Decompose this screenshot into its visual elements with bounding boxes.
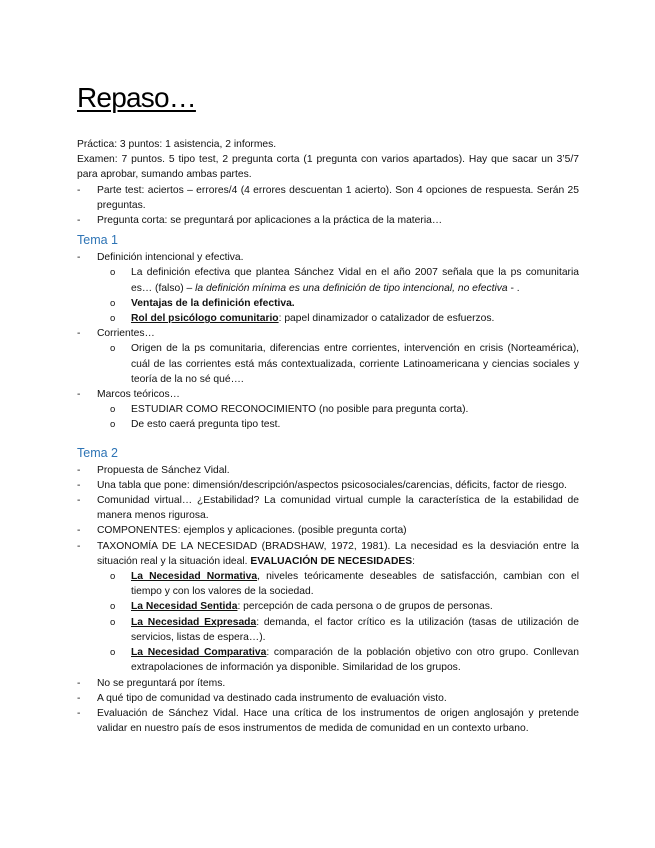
sub-text: La definición efectiva que plantea Sánchez Vidal en el año 2007 señala que la ps comunitaria es… (falso) – bbox=[131, 267, 579, 294]
need-name: La Necesidad Expresada bbox=[131, 616, 257, 628]
list-item: - Comunidad virtual… ¿Estabilidad? La comunidad virtual cumple la característica de la estabilidad de manera menos rigurosa. bbox=[77, 493, 579, 523]
needs-sublist bbox=[97, 569, 579, 675]
marcos-sublist bbox=[97, 402, 579, 432]
list-item: - A qué tipo de comunidad va destinado cada instrumento de evaluación visto. bbox=[77, 691, 579, 706]
list-item: - Pregunta corta: se preguntará por aplicaciones a la práctica de la materia… bbox=[77, 213, 579, 228]
page-title: Repaso… bbox=[77, 82, 196, 113]
document-body bbox=[77, 137, 579, 736]
need-desc: : demanda, el factor crítico es la utilización (tasas de utilización de servicios, listas de espera…). bbox=[131, 616, 579, 643]
need-name: La Necesidad Comparativa bbox=[131, 647, 267, 659]
list-item: - COMPONENTES: ejemplos y aplicaciones. (posible pregunta corta) bbox=[77, 523, 579, 538]
list-item bbox=[77, 539, 579, 676]
corrientes-sublist bbox=[97, 341, 579, 387]
sublist-item: o De esto caerá pregunta tipo test. bbox=[97, 417, 579, 432]
tema2-heading: Tema 2 bbox=[77, 445, 118, 460]
bold-underlined-text: Rol del psicólogo comunitario bbox=[131, 313, 279, 325]
list-item: - Propuesta de Sánchez Vidal. bbox=[77, 463, 579, 478]
examen-line: Examen: 7 puntos. 5 tipo test, 2 pregunta corta (1 pregunta con varios apartados). Hay que sacar un 3’5/7 para aprobar, sumando ambas partes. bbox=[77, 154, 579, 181]
sublist-item bbox=[97, 311, 579, 326]
italic-text: la definición mínima es una definición de tipo intencional, no efectiva bbox=[195, 282, 508, 294]
bold-text: EVALUACIÓN DE NECESIDADES bbox=[250, 555, 413, 567]
list-item: - Evaluación de Sánchez Vidal. Hace una crítica de los instrumentos de origen anglosajón y pretende validar en nuestro país de esos instrumentos de medida de comunidad en un contexto urbano. bbox=[77, 706, 579, 736]
sublist-item: o Origen de la ps comunitaria, diferencias entre corrientes, intervención en crisis (Norteamérica), cuál de las corrientes está más contextualizada, corriente Latinoamericana y ciencias sociales y teoría de la no sé qué…. bbox=[97, 341, 579, 387]
sublist-item: o ESTUDIAR COMO RECONOCIMIENTO (no posible para pregunta corta). bbox=[97, 402, 579, 417]
definition-sublist bbox=[97, 265, 579, 326]
intro-list bbox=[77, 183, 579, 229]
sub-tail: : bbox=[412, 555, 415, 567]
sublist-item bbox=[97, 615, 579, 645]
sublist-item bbox=[97, 296, 579, 311]
definition-label: Definición intencional y efectiva. bbox=[97, 252, 244, 264]
tema2-list bbox=[77, 463, 579, 737]
tema1-heading: Tema 1 bbox=[77, 233, 118, 248]
need-desc: , niveles teóricamente deseables de satisfacción, cambian con el tiempo y con los valores de la sociedad. bbox=[131, 571, 579, 598]
list-item bbox=[77, 326, 579, 387]
list-item: - No se preguntará por ítems. bbox=[77, 676, 579, 691]
taxonomy-text: TAXONOMÍA DE LA NECESIDAD (BRADSHAW, 1972, 1981). La necesidad es la desviación entre la situación real y la situación ideal. bbox=[97, 540, 579, 567]
list-item: - Parte test: aciertos – errores/4 (4 errores descuentan 1 acierto). Son 4 opciones de respuesta. Serán 25 preguntas. bbox=[77, 183, 579, 213]
need-desc: : percepción de cada persona o de grupos de personas. bbox=[237, 601, 493, 613]
sublist-item bbox=[97, 599, 579, 614]
corrientes-label: Corrientes… bbox=[97, 328, 155, 340]
marcos-label: Marcos teóricos… bbox=[97, 389, 180, 401]
sub-text: : papel dinamizador o catalizador de esfuerzos. bbox=[278, 313, 495, 325]
list-item bbox=[77, 387, 579, 433]
list-item: - Una tabla que pone: dimensión/descripción/aspectos psicosociales/carencias, déficits, factor de riesgo. bbox=[77, 478, 579, 493]
need-name: La Necesidad Sentida bbox=[131, 601, 238, 613]
sub-tail: - . bbox=[507, 282, 520, 294]
need-name: La Necesidad Normativa bbox=[131, 571, 258, 583]
practica-line: Práctica: 3 puntos: 1 asistencia, 2 informes. bbox=[77, 139, 277, 150]
list-item bbox=[77, 250, 579, 326]
tema1-list bbox=[77, 250, 579, 432]
sublist-item bbox=[97, 569, 579, 599]
sublist-item bbox=[97, 645, 579, 675]
sublist-item bbox=[97, 265, 579, 295]
need-desc: : comparación de la población objetivo con otro grupo. Conllevan extrapolaciones de información ya disponible. Similaridad de los grupos. bbox=[131, 647, 580, 674]
bold-text: Ventajas de la definición efectiva. bbox=[131, 297, 295, 309]
